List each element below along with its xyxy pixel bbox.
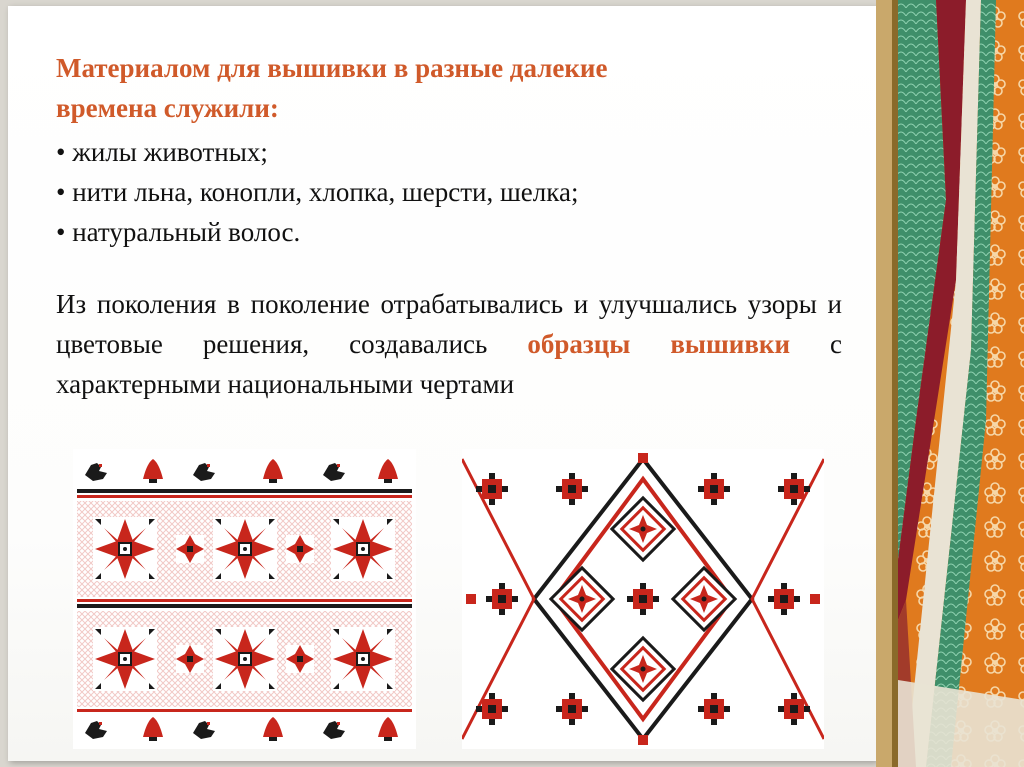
decorative-fabric-border <box>876 0 1024 767</box>
embroidery-image-right <box>462 449 824 749</box>
embroidery-pattern-birds-stars-icon <box>73 449 416 749</box>
fabric-drape-icon <box>876 0 1024 767</box>
materials-list <box>56 132 836 252</box>
heading-line-1: Материалом для вышивки в разные далекие <box>56 53 608 83</box>
list-item: • нити льна, конопли, хлопка, шерсти, шелка; <box>56 177 579 207</box>
paragraph-text-after: с характерными национальными чертами <box>56 329 842 399</box>
list-item: • натуральный волос. <box>56 217 301 247</box>
paragraph-text-before: Из поколения в поколение отрабатывались и улучшались узоры и цветовые решения, создавались <box>56 289 842 359</box>
heading-line-2: времена служили: <box>56 93 279 123</box>
history-paragraph <box>56 284 842 404</box>
list-item: • жилы животных; <box>56 137 268 167</box>
embroidery-image-left <box>73 449 416 749</box>
slide-heading <box>56 48 836 128</box>
paragraph-highlight: образцы вышивки <box>527 329 791 359</box>
embroidery-pattern-diamonds-icon <box>462 449 824 749</box>
